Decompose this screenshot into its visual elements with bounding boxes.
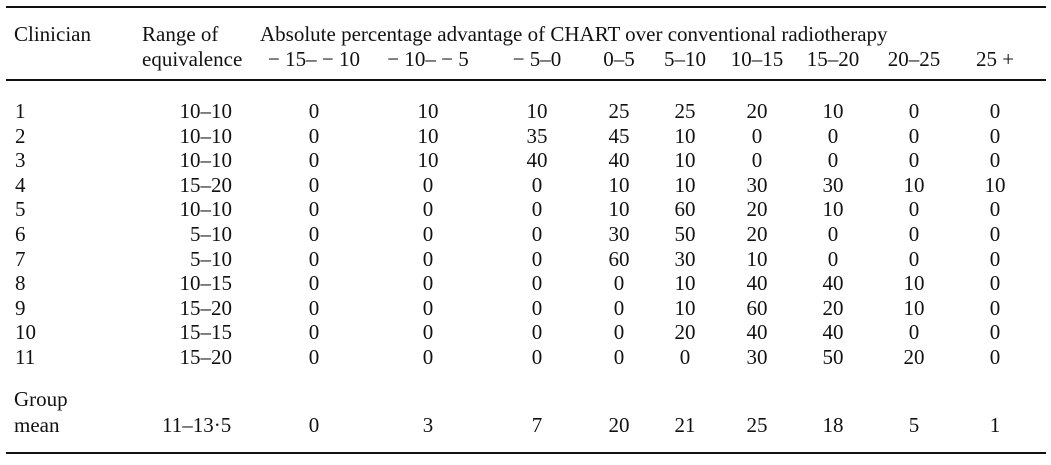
value-cell: 35 bbox=[526, 123, 548, 148]
group-mean-value: 18 bbox=[822, 413, 844, 437]
bin-header: 10–15 bbox=[730, 47, 784, 71]
value-cell: 10 bbox=[984, 172, 1006, 197]
range-cell: 15–20 bbox=[179, 295, 232, 320]
value-cell: 60 bbox=[608, 246, 630, 271]
top-rule bbox=[6, 6, 1046, 8]
group-mean-value: 5 bbox=[908, 413, 920, 437]
clinician-cell: 5 bbox=[15, 197, 26, 222]
clinician-cell: 1 bbox=[15, 99, 26, 123]
range-cell: 10–10 bbox=[179, 123, 232, 148]
value-cell: 20 bbox=[746, 222, 768, 246]
value-cell: 20 bbox=[674, 320, 696, 345]
value-cell: 0 bbox=[422, 222, 434, 246]
value-cell: 0 bbox=[908, 99, 920, 123]
clinician-cell: 7 bbox=[15, 246, 26, 271]
value-cell: 0 bbox=[908, 320, 920, 345]
value-cell: 0 bbox=[613, 295, 625, 320]
value-cell: 0 bbox=[613, 345, 625, 369]
value-cell: 30 bbox=[822, 172, 844, 197]
bin-header: 15–20 bbox=[806, 47, 860, 71]
header-range-line2: equivalence bbox=[142, 47, 243, 71]
value-cell: 0 bbox=[989, 123, 1001, 148]
value-cell: 45 bbox=[608, 123, 630, 148]
header-advantage-title: Absolute percentage advantage of CHART over conventional radiotherapy bbox=[260, 22, 888, 46]
value-cell: 0 bbox=[308, 197, 320, 222]
clinician-cell: 6 bbox=[15, 222, 26, 246]
value-cell: 0 bbox=[308, 148, 320, 173]
value-cell: 25 bbox=[674, 99, 696, 123]
group-mean-value: 0 bbox=[308, 413, 320, 437]
value-cell: 0 bbox=[679, 345, 691, 369]
value-cell: 0 bbox=[989, 197, 1001, 222]
value-cell: 10 bbox=[903, 295, 925, 320]
value-cell: 0 bbox=[308, 246, 320, 271]
value-cell: 10 bbox=[417, 123, 439, 148]
group-mean-value: 20 bbox=[608, 413, 630, 437]
value-cell: 0 bbox=[308, 172, 320, 197]
bin-header: 0–5 bbox=[603, 47, 635, 71]
range-cell: 10–10 bbox=[179, 99, 232, 123]
value-cell: 0 bbox=[908, 222, 920, 246]
value-cell: 0 bbox=[908, 246, 920, 271]
value-cell: 10 bbox=[674, 172, 696, 197]
value-cell: 40 bbox=[822, 320, 844, 345]
range-cell: 15–20 bbox=[179, 172, 232, 197]
range-cell: 5–10 bbox=[190, 246, 232, 271]
value-cell: 40 bbox=[746, 271, 768, 296]
value-cell: 30 bbox=[746, 172, 768, 197]
value-cell: 0 bbox=[989, 295, 1001, 320]
value-cell: 10 bbox=[746, 246, 768, 271]
header-rule bbox=[6, 79, 1046, 81]
value-cell: 0 bbox=[989, 320, 1001, 345]
value-cell: 0 bbox=[531, 345, 543, 369]
value-cell: 0 bbox=[308, 295, 320, 320]
group-mean-range: 11–13·5 bbox=[162, 413, 232, 437]
value-cell: 0 bbox=[531, 320, 543, 345]
range-cell: 15–20 bbox=[179, 345, 232, 369]
value-cell: 40 bbox=[608, 148, 630, 173]
value-cell: 0 bbox=[308, 123, 320, 148]
value-cell: 0 bbox=[751, 123, 763, 148]
range-cell: 10–10 bbox=[179, 148, 232, 173]
value-cell: 0 bbox=[908, 148, 920, 173]
value-cell: 0 bbox=[531, 172, 543, 197]
clinician-cell: 10 bbox=[15, 320, 36, 345]
value-cell: 10 bbox=[417, 148, 439, 173]
value-cell: 0 bbox=[989, 271, 1001, 296]
value-cell: 0 bbox=[531, 222, 543, 246]
value-cell: 0 bbox=[308, 345, 320, 369]
value-cell: 0 bbox=[422, 246, 434, 271]
value-cell: 0 bbox=[308, 99, 320, 123]
value-cell: 0 bbox=[613, 271, 625, 296]
value-cell: 10 bbox=[608, 172, 630, 197]
value-cell: 0 bbox=[751, 148, 763, 173]
value-cell: 60 bbox=[746, 295, 768, 320]
value-cell: 0 bbox=[827, 246, 839, 271]
bin-header: − 15– − 10 bbox=[268, 47, 360, 71]
group-mean-value: 3 bbox=[422, 413, 434, 437]
value-cell: 0 bbox=[827, 222, 839, 246]
value-cell: 10 bbox=[608, 197, 630, 222]
value-cell: 0 bbox=[908, 123, 920, 148]
clinician-cell: 9 bbox=[15, 295, 26, 320]
value-cell: 0 bbox=[422, 345, 434, 369]
range-cell: 10–15 bbox=[179, 271, 232, 296]
value-cell: 0 bbox=[308, 320, 320, 345]
group-mean-label-line2: mean bbox=[14, 413, 60, 437]
value-cell: 10 bbox=[822, 99, 844, 123]
value-cell: 20 bbox=[903, 345, 925, 369]
value-cell: 40 bbox=[526, 148, 548, 173]
value-cell: 0 bbox=[989, 222, 1001, 246]
clinician-cell: 8 bbox=[15, 271, 26, 296]
value-cell: 10 bbox=[674, 271, 696, 296]
value-cell: 10 bbox=[417, 99, 439, 123]
value-cell: 40 bbox=[746, 320, 768, 345]
range-cell: 10–10 bbox=[179, 197, 232, 222]
clinician-cell: 4 bbox=[15, 172, 26, 197]
value-cell: 10 bbox=[822, 197, 844, 222]
value-cell: 0 bbox=[531, 246, 543, 271]
group-mean-value: 25 bbox=[746, 413, 768, 437]
value-cell: 10 bbox=[674, 295, 696, 320]
value-cell: 10 bbox=[674, 148, 696, 173]
value-cell: 0 bbox=[422, 271, 434, 296]
value-cell: 60 bbox=[674, 197, 696, 222]
value-cell: 0 bbox=[531, 295, 543, 320]
header-range-line1: Range of bbox=[142, 22, 219, 46]
range-cell: 5–10 bbox=[190, 222, 232, 246]
value-cell: 0 bbox=[989, 99, 1001, 123]
value-cell: 20 bbox=[746, 99, 768, 123]
value-cell: 0 bbox=[908, 197, 920, 222]
value-cell: 10 bbox=[903, 172, 925, 197]
bin-header: 25 + bbox=[975, 47, 1015, 71]
group-mean-value: 1 bbox=[989, 413, 1001, 437]
group-mean-label-line1: Group bbox=[14, 387, 68, 411]
value-cell: 50 bbox=[822, 345, 844, 369]
value-cell: 30 bbox=[746, 345, 768, 369]
group-mean-value: 7 bbox=[531, 413, 543, 437]
value-cell: 10 bbox=[903, 271, 925, 296]
value-cell: 25 bbox=[608, 99, 630, 123]
clinician-cell: 3 bbox=[15, 148, 26, 173]
range-cell: 15–15 bbox=[179, 320, 232, 345]
value-cell: 0 bbox=[613, 320, 625, 345]
value-cell: 0 bbox=[989, 148, 1001, 173]
value-cell: 20 bbox=[822, 295, 844, 320]
value-cell: 0 bbox=[308, 271, 320, 296]
clinician-cell: 2 bbox=[15, 123, 26, 148]
value-cell: 0 bbox=[308, 222, 320, 246]
value-cell: 50 bbox=[674, 222, 696, 246]
value-cell: 0 bbox=[827, 123, 839, 148]
value-cell: 0 bbox=[989, 246, 1001, 271]
bin-header: 20–25 bbox=[887, 47, 941, 71]
bin-header: 5–10 bbox=[664, 47, 706, 71]
clinician-cell: 11 bbox=[15, 345, 36, 369]
value-cell: 0 bbox=[531, 197, 543, 222]
value-cell: 20 bbox=[746, 197, 768, 222]
value-cell: 0 bbox=[989, 345, 1001, 369]
value-cell: 10 bbox=[526, 99, 548, 123]
bin-header: − 10– − 5 bbox=[387, 47, 469, 71]
value-cell: 0 bbox=[422, 320, 434, 345]
group-mean-value: 21 bbox=[674, 413, 696, 437]
value-cell: 0 bbox=[827, 148, 839, 173]
bin-header: − 5–0 bbox=[512, 47, 562, 71]
value-cell: 0 bbox=[422, 197, 434, 222]
value-cell: 0 bbox=[422, 172, 434, 197]
value-cell: 0 bbox=[422, 295, 434, 320]
value-cell: 30 bbox=[674, 246, 696, 271]
header-clinician: Clinician bbox=[14, 22, 91, 46]
bottom-rule bbox=[6, 452, 1046, 454]
value-cell: 40 bbox=[822, 271, 844, 296]
value-cell: 30 bbox=[608, 222, 630, 246]
value-cell: 0 bbox=[531, 271, 543, 296]
value-cell: 10 bbox=[674, 123, 696, 148]
